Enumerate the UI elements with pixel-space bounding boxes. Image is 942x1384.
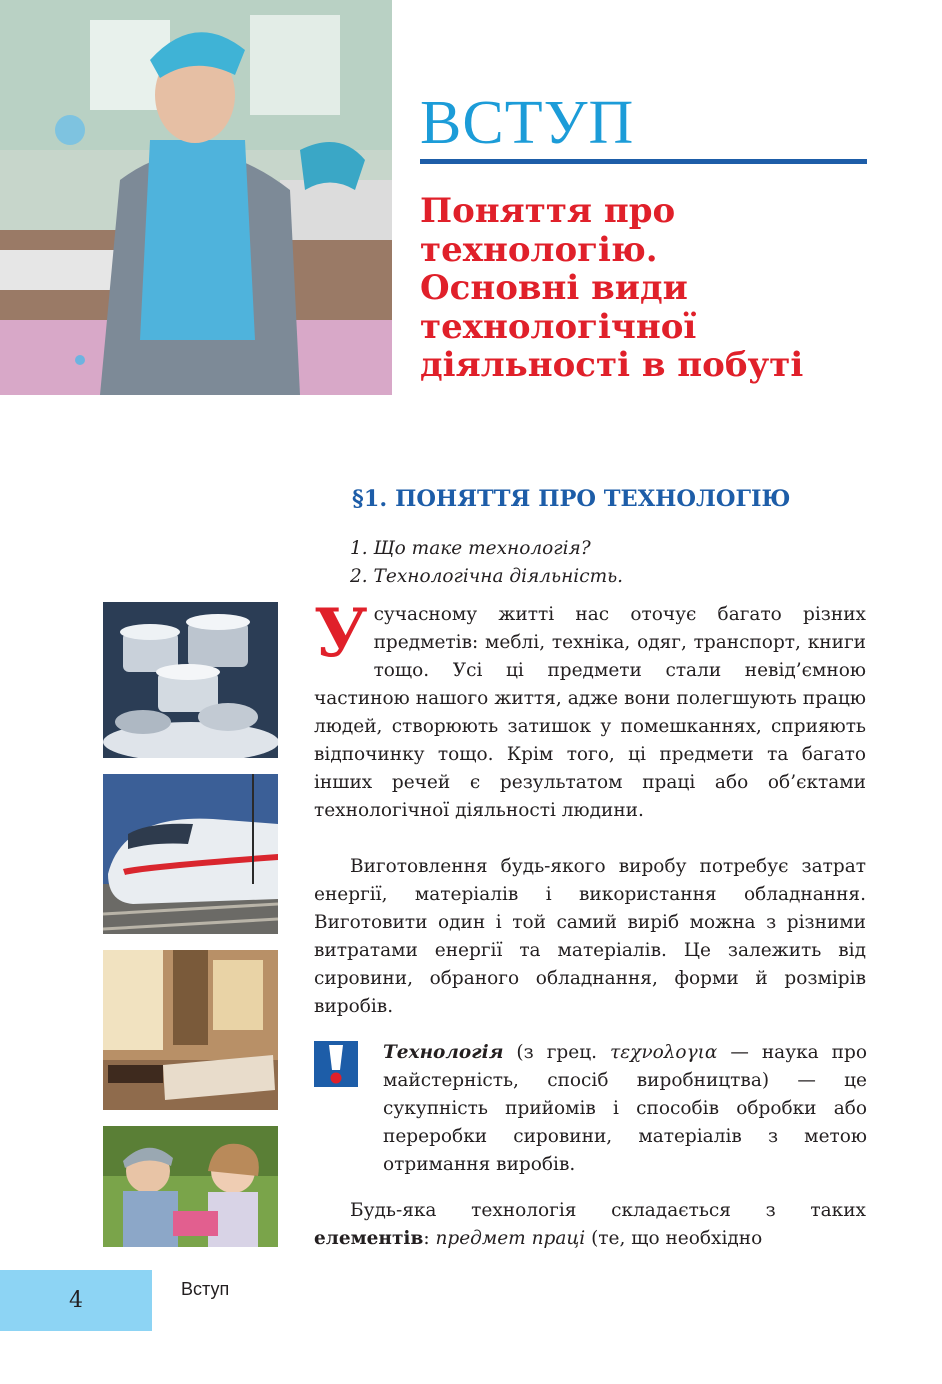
cookware-photo [103,602,278,758]
chapter-subtitle-line: діяльності в побуті [420,345,804,385]
chapter-title: ВСТУП [420,89,635,157]
classroom-photo [0,0,392,395]
living-room-photo [103,950,278,1110]
bold-term: елементів [314,1228,424,1249]
body-paragraph [314,1197,866,1253]
intro-text: сучасному житті нас оточує багато різних предметів: меблі, техніка, одяг, транспорт, книги тощо. Усі ці предмети стали невід’ємною частиною нашого життя, адже вони полегшують працю людей, створюють затишок у помешканнях, сприяють відпочинку тощо. Крім того, ці предмети та багато інших речей є результатом праці або об’єктами технологічної діяльності людини. [314,604,866,821]
greek-word: τεχνολογια [609,1042,718,1063]
definition-prefix: (з грец. [503,1042,610,1063]
definition-term: Технологія [383,1042,504,1063]
chapter-subtitle-line: Основні види [420,268,688,308]
section-questions [350,535,870,591]
section-heading: §1. ПОНЯТТЯ ПРО ТЕХНОЛОГІЮ [352,486,791,512]
paragraph-text: Будь-яка технологія складається з таких [350,1200,866,1221]
body-paragraph: Виготовлення будь-якого виробу потребує затрат енергії, матеріалів і використання обладнання. Виготовити один і той самий виріб можна з різними витратами енергії та матеріалів. Це залежить від сировини, обраного обладнання, форми й розмірів виробів. [314,856,866,1017]
page-number: 4 [69,1288,83,1313]
chapter-subtitle-line: Поняття про [420,191,676,231]
intro-paragraph [314,594,866,825]
paragraph-text: : [423,1228,436,1249]
chapter-subtitle-line: технологічної [420,306,697,347]
question-item: 1. Що таке технологія? [350,538,591,559]
italic-term: предмет праці [435,1228,586,1249]
chapter-title-underline [420,159,867,164]
footer-section-name: Вступ [181,1279,230,1299]
paragraph-text: (те, що необхідно [585,1228,763,1249]
chapter-subtitle [420,192,900,385]
train-photo [103,774,278,934]
definition-text: — наука про майстерність, спосіб виробництва) — це сукупність прийомів і способів обробки або переробки сировини, матеріалів з метою отримання виробів. [383,1042,867,1175]
children-playing-photo [103,1126,278,1247]
page-number-box [0,1270,152,1331]
question-item: 2. Технологічна діяльність. [350,566,624,587]
definition-block [383,1039,867,1179]
exclamation-icon [314,1041,358,1087]
drop-cap: У [314,594,368,672]
chapter-subtitle-line: технологію. [420,229,658,270]
